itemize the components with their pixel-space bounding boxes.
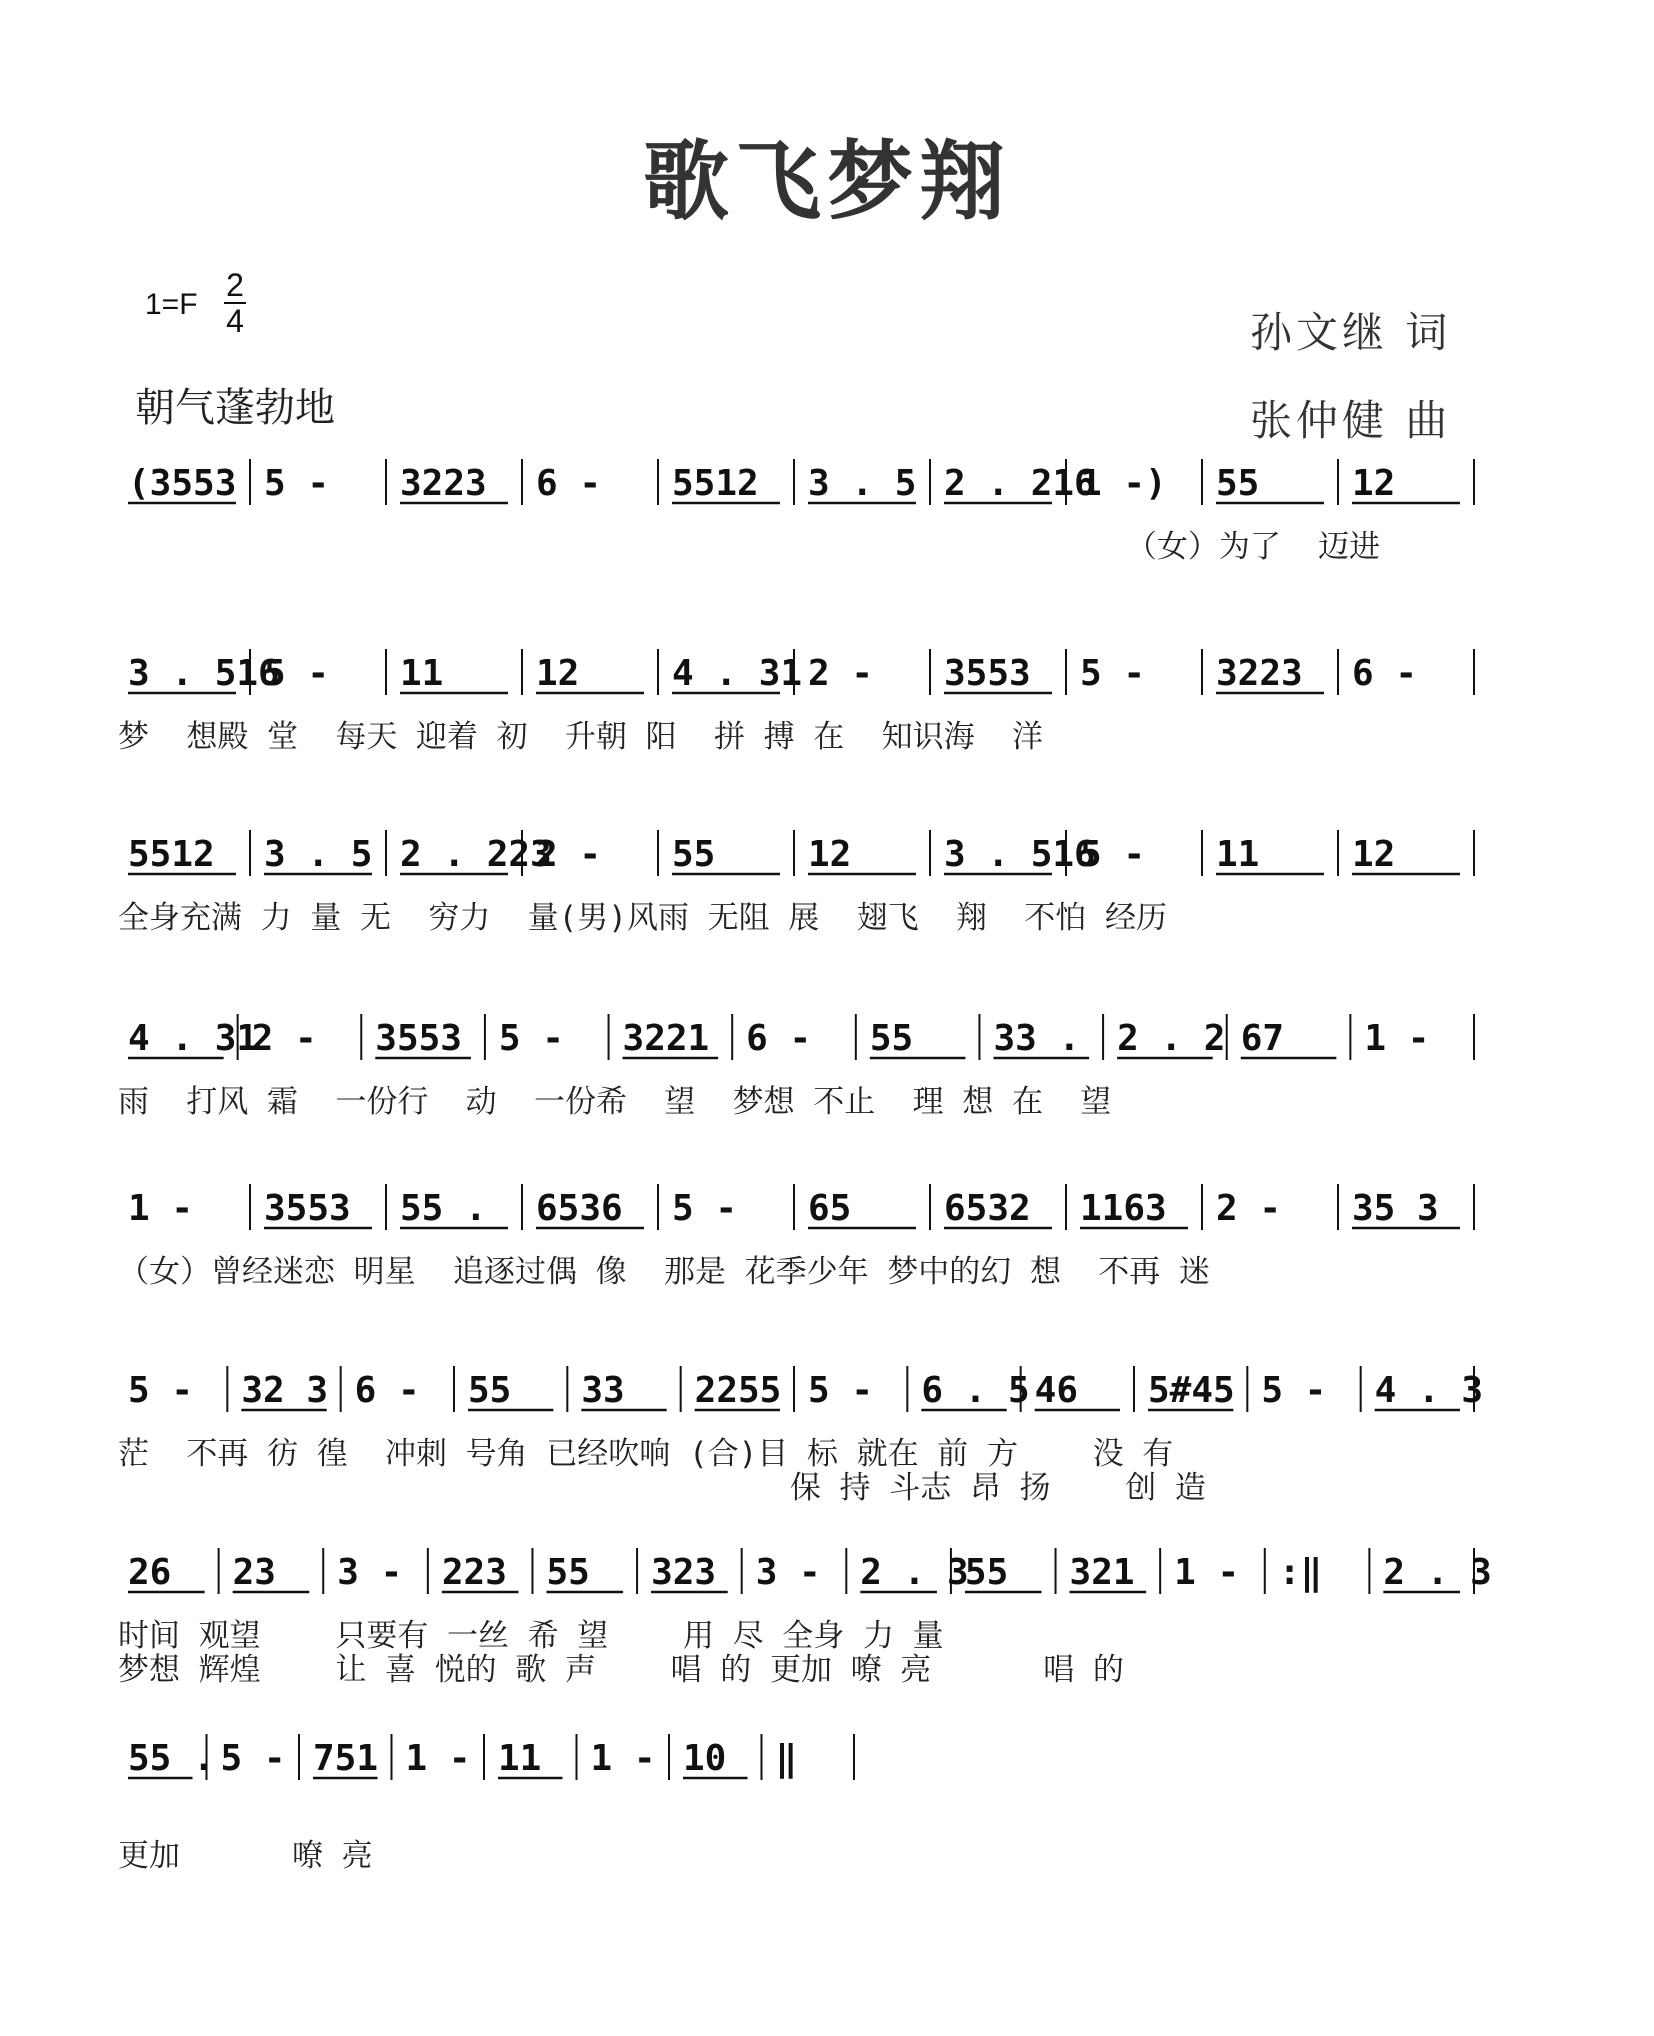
measure-notes: 55 [869,1018,914,1059]
measure-notes: 3553 [944,653,1031,694]
measure-notes: 55 [964,1552,1009,1593]
lyrics-line-1: 全身充满 力 量 无 穷力 量(男)风雨 无阻 展 翅飞 翔 不怕 经历 [118,900,1167,936]
measure-notes: 1 - [405,1738,471,1779]
lyrics-line-1: 时间 观望 只要有 一丝 希 望 用 尽 全身 力 量 [118,1618,944,1654]
measure-notes: 3 - [755,1552,821,1593]
measure-notes: 5 - [128,1370,194,1411]
measure-notes: 11 [400,653,444,694]
lyrics-line-1: 梦 想殿 堂 每天 迎着 初 升朝 阳 拼 搏 在 知识海 洋 [118,719,1043,755]
lyrics-line-2: 梦想 辉煌 让 喜 悦的 歌 声 唱 的 更加 嘹 亮 唱 的 [118,1652,1124,1688]
lyrics-line-2: 更加 嘹 亮 [118,1838,373,1874]
measure-notes: 1 - [590,1738,656,1779]
lyrics-line-1: （女）为了 迈进 [118,529,1381,565]
measure-notes: 11 [498,1738,542,1779]
measure-notes: 5 - [1080,653,1146,694]
time-signature-bottom: 4 [226,303,244,339]
measure-notes: 751 [313,1738,379,1779]
lyrics-line-1: 雨 打风 霜 一份行 动 一份希 望 梦想 不止 理 想 在 望 [118,1084,1112,1120]
measure-notes: 10 [683,1738,727,1779]
measure-notes: 2 - [1216,1188,1282,1229]
notation-svg [118,1362,1484,1426]
measure-notes: 55 . [400,1188,487,1229]
measure-notes: 5 - [264,653,330,694]
measure-notes: 5 - [672,1188,738,1229]
measure-notes: 1163 [1080,1188,1167,1229]
measure-notes: 323 [651,1552,717,1593]
measure-notes: 1 - [128,1188,194,1229]
measure-notes: 33 [581,1370,625,1411]
measure-notes: 2 - [251,1018,317,1059]
notation-svg [118,645,1478,709]
notation-line [118,645,1478,709]
notation-svg [118,1180,1478,1244]
measure-notes: 3223 [400,463,487,504]
measure-notes: 6 - [536,463,602,504]
measure-notes: 6 - [746,1018,812,1059]
measure-notes: 3553 [264,1188,351,1229]
measure-notes: 2 . 216 [944,463,1096,504]
composer-credit: 张仲健 曲 [1250,396,1452,445]
measure-notes: 12 [808,834,852,875]
measure-notes: 5 - [498,1018,564,1059]
measure-notes: 3 . 5 [808,463,917,504]
measure-notes: 1 - [1174,1552,1240,1593]
notation-svg [118,1730,878,1794]
measure-notes: 6 - [354,1370,420,1411]
key-signature: 1=F [145,288,198,321]
measure-notes: 2 . 2 [1117,1018,1226,1059]
measure-notes: 55 [468,1370,512,1411]
staff-row [118,826,1478,946]
notation-svg [118,1544,1492,1608]
measure-notes: 4 . 3 [1374,1370,1484,1411]
measure-notes: 3223 [1216,653,1303,694]
measure-notes: 6 . 5 [921,1370,1030,1411]
measure-notes: 5 - [264,463,330,504]
measure-notes: 1 -) [1080,463,1167,504]
measure-notes: 2 . 3 [1383,1552,1492,1593]
measure-notes: 5512 [128,834,215,875]
measure-notes: 5 - [220,1738,286,1779]
notation-line [118,1362,1484,1426]
measure-notes: 3 . 516 [128,653,280,694]
measure-notes: 55 . [128,1738,215,1779]
measure-notes: 5 - [1261,1370,1327,1411]
measure-notes: 4 . 31 [128,1018,259,1059]
measure-notes: 55 [1216,463,1260,504]
staff-row [118,1730,898,1874]
measure-notes: 2255 [694,1370,782,1411]
staff-row [118,1010,1478,1130]
measure-notes: 12 [536,653,580,694]
lyricist-credit: 孙文继 词 [1250,308,1452,357]
measure-notes: 3 . 516 [944,834,1096,875]
notation-svg [118,826,1478,890]
measure-notes: 11 [1216,834,1260,875]
lyrics-line-2: 保 持 斗志 昂 扬 创 造 [118,1470,1206,1506]
measure-notes: 321 [1069,1552,1135,1593]
notation-line [118,1180,1478,1244]
time-signature [222,268,248,338]
notation-line [118,1010,1478,1074]
staff-row [118,645,1478,765]
measure-notes: 6532 [944,1188,1031,1229]
notation-svg [118,455,1478,519]
measure-notes: ‖ [775,1738,798,1779]
staff-row [118,1180,1478,1300]
song-title: 歌飞梦翔 [643,131,1011,232]
measure-notes: 223 [441,1552,507,1593]
measure-notes: 5#45 [1148,1370,1235,1411]
measure-notes: 3 . 5 [264,834,373,875]
time-signature-top: 2 [226,267,244,303]
lyrics-line-1: （女）曾经迷恋 明星 追逐过偶 像 那是 花季少年 梦中的幻 想 不再 迷 [118,1254,1210,1290]
measure-notes: 32 3 [241,1370,329,1411]
measure-notes: 2 - [536,834,602,875]
measure-notes: 26 [128,1552,172,1593]
measure-notes: 3553 [375,1018,462,1059]
lyrics-line-1: 茫 不再 彷 徨 冲刺 号角 已经吹响 (合)目 标 就在 前 方 没 有 [118,1436,1174,1472]
measure-notes: 3 - [337,1552,403,1593]
measure-notes: 33 . [993,1018,1081,1059]
staff-row [118,455,1478,575]
measure-notes: 12 [1352,463,1396,504]
tempo-marking: 朝气蓬勃地 [135,385,335,431]
notation-svg [118,1010,1478,1074]
measure-notes: :‖ [1278,1552,1323,1593]
notation-line [118,1730,1478,1794]
notation-line [118,1544,1492,1608]
measure-notes: 2 - [808,653,874,694]
measure-notes: 55 [546,1552,590,1593]
measure-notes: 35 3 [1352,1188,1439,1229]
staff-row [118,1362,1484,1506]
measure-notes: 23 [232,1552,276,1593]
staff-row [118,1544,1492,1688]
notation-line [118,455,1478,519]
measure-notes: 46 [1034,1370,1079,1411]
measure-notes: 5512 [672,463,759,504]
measure-notes: 12 [1352,834,1396,875]
measure-notes: 55 [672,834,716,875]
measure-notes: 1 - [1364,1018,1430,1059]
measure-notes: 67 [1240,1018,1285,1059]
measure-notes: 4 . 31 [672,653,803,694]
measure-notes: 2 . 223 [400,834,552,875]
measure-notes: 2 . 3 [860,1552,969,1593]
measure-notes: 6 - [1352,653,1418,694]
measure-notes: 5 - [808,1370,874,1411]
measure-notes: 3221 [622,1018,710,1059]
measure-notes: (3553 [128,463,237,504]
measure-notes: 6536 [536,1188,623,1229]
measure-notes: 5 - [1080,834,1146,875]
measure-notes: 65 [808,1188,852,1229]
notation-line [118,826,1478,890]
